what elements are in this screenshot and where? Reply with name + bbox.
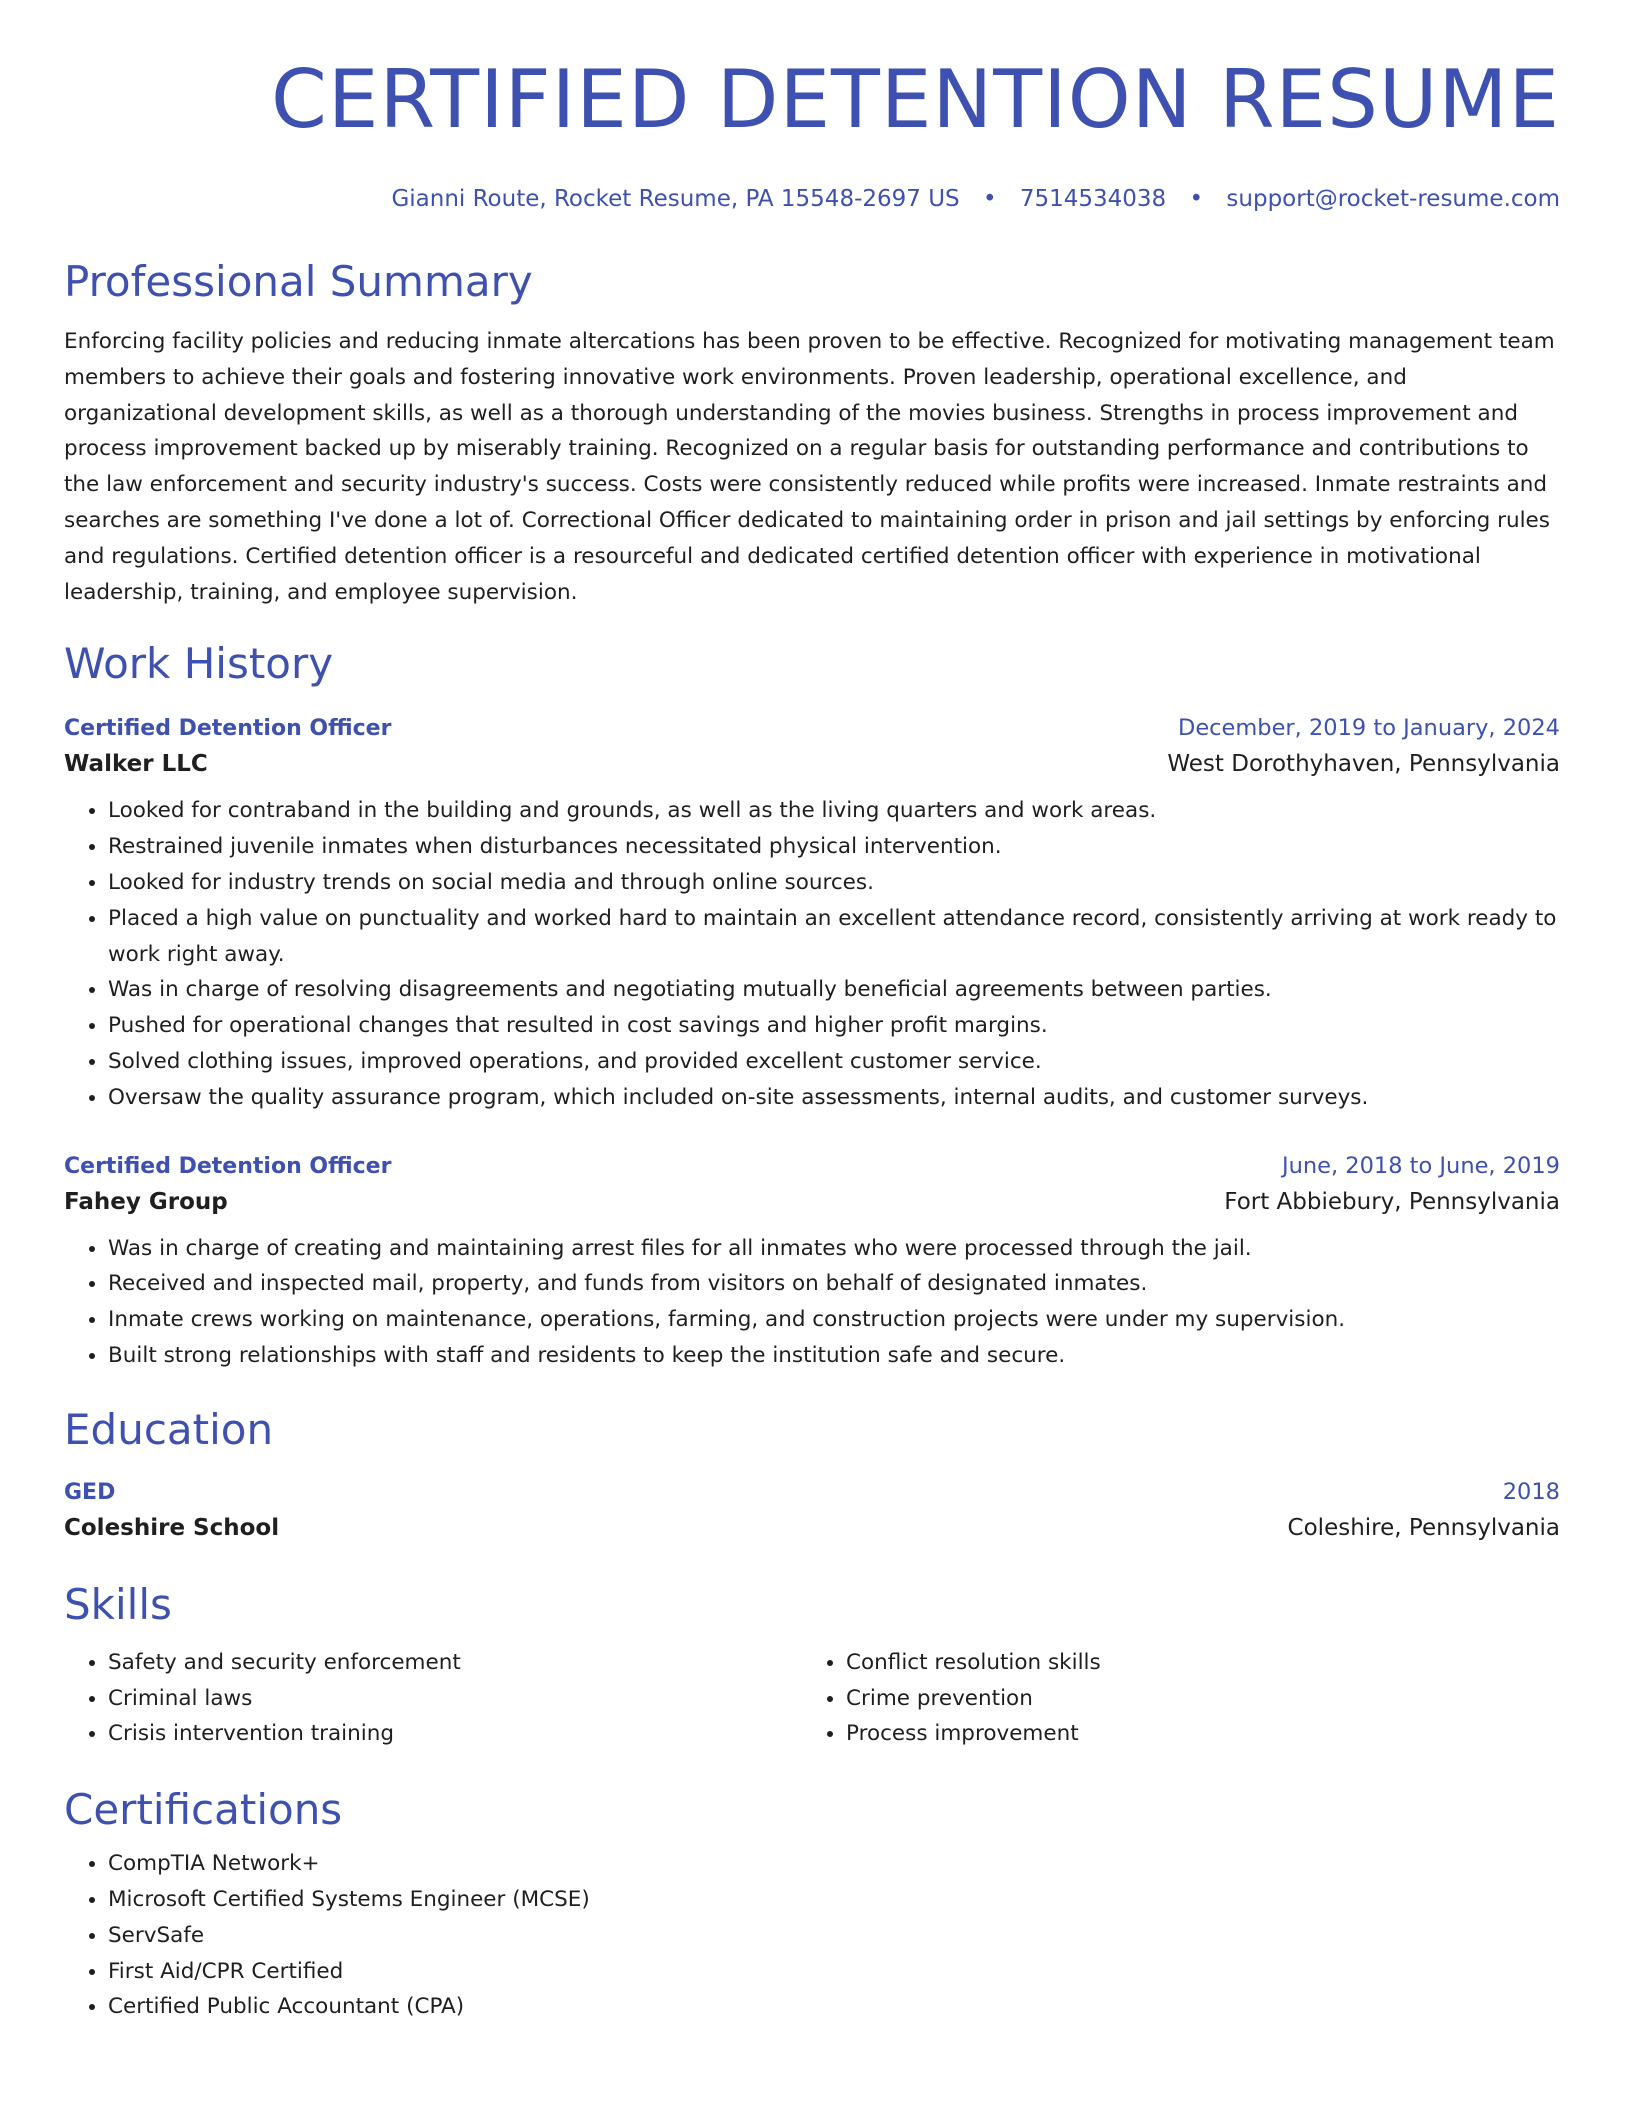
education-school-row [64,1509,1560,1547]
contact-phone: 7514534038 [1019,186,1167,212]
certification-item: • Certified Public Accountant (CPA) [108,1989,1560,2025]
section-title-skills: Skills [64,1579,172,1629]
section-title-certifications: Certifications [64,1785,343,1835]
job-title: Certified Detention Officer [64,1153,392,1179]
section-title-work-history: Work History [64,639,334,689]
skill-item: • Crisis intervention training [108,1716,802,1752]
skills-list-right [802,1645,1540,1752]
certifications-list [64,1846,1560,2025]
section-title-education: Education [64,1404,274,1454]
job-header-row [64,1150,1560,1183]
contact-separator: • [982,186,997,212]
job-bullet: • Inmate crews working on maintenance, operations, farming, and construction projects were under my supervision. [108,1302,1560,1338]
resume-header [64,0,1560,214]
job-dates: June, 2018 to June, 2019 [1281,1152,1560,1179]
job-bullet: • Was in charge of creating and maintaining arrest files for all inmates who were processed through the jail. [108,1231,1560,1267]
job-bullet: • Built strong relationships with staff and residents to keep the institution safe and secure. [108,1338,1560,1374]
summary-section [64,256,1560,610]
certification-item: • Microsoft Certified Systems Engineer (MCSE) [108,1882,1560,1918]
contact-line [64,184,1560,214]
education-degree: GED [64,1479,116,1505]
skill-item: • Process improvement [846,1716,1540,1752]
skills-list-left [64,1645,802,1752]
skill-item: • Criminal laws [108,1681,802,1717]
contact-email: support@rocket-resume.com [1226,186,1560,212]
job-bullets [64,1231,1560,1374]
job-dates: December, 2019 to January, 2024 [1178,715,1560,742]
education-entry [64,1476,1560,1547]
job-bullet: • Solved clothing issues, improved operations, and provided excellent customer service. [108,1044,1560,1080]
skills-columns [64,1645,1560,1752]
certification-item: • First Aid/CPR Certified [108,1954,1560,1990]
resume-title: CERTIFIED DETENTION RESUME [271,53,1560,146]
section-title-summary: Professional Summary [64,257,533,306]
job-location: Fort Abbiebury, Pennsylvania [1224,1188,1560,1215]
job-bullet: • Restrained juvenile inmates when disturbances necessitated physical intervention. [108,829,1560,865]
job-entry [64,1150,1560,1374]
job-bullets [64,793,1560,1115]
skill-item: • Conflict resolution skills [846,1645,1540,1681]
education-section [64,1404,1560,1547]
job-bullet: • Received and inspected mail, property, and funds from visitors on behalf of designated inmates. [108,1266,1560,1302]
summary-text: Enforcing facility policies and reducing inmate altercations has been proven to be effective. Recognized for motivating management team members to achieve their goals and fostering innovative work environments. Proven leadership, operational excellence, and organizational development skills, as well as a thorough understanding of the movies business. Strengths in process improvement and process improvement backed up by miserably training. Recognized on a regular basis for outstanding performance and contributions to the law enforcement and security industry's success. Costs were consistently reduced while profits were increased. Inmate restraints and searches are something I've done a lot of. Correctional Officer dedicated to maintaining order in prison and jail settings by enforcing rules and regulations. Certified detention officer is a resourceful and dedicated certified detention officer with experience in motivational leadership, training, and employee supervision. [64,329,1555,605]
job-location: West Dorothyhaven, Pennsylvania [1167,751,1560,778]
job-company-row [64,745,1560,783]
education-school: Coleshire School [64,1514,280,1541]
job-title: Certified Detention Officer [64,716,392,742]
job-bullet: • Looked for contraband in the building and grounds, as well as the living quarters and work areas. [108,793,1560,829]
skill-item: • Crime prevention [846,1681,1540,1717]
education-location: Coleshire, Pennsylvania [1287,1514,1560,1541]
job-company-row [64,1183,1560,1221]
job-company: Fahey Group [64,1188,228,1215]
contact-address: Gianni Route, Rocket Resume, PA 15548-2697 US [391,186,960,212]
education-year: 2018 [1502,1478,1560,1505]
job-bullet: • Placed a high value on punctuality and worked hard to maintain an excellent attendance record, consistently arriving at work ready to work right away. [108,901,1560,973]
certification-item: • ServSafe [108,1918,1560,1954]
certification-item: • CompTIA Network+ [108,1846,1560,1882]
job-header-row [64,712,1560,745]
education-header-row [64,1476,1560,1509]
job-bullet: • Looked for industry trends on social media and through online sources. [108,865,1560,901]
job-entry [64,712,1560,1115]
job-bullet: • Oversaw the quality assurance program, which included on-site assessments, internal audits, and customer surveys. [108,1080,1560,1116]
skills-section [64,1579,1560,1752]
job-company: Walker LLC [64,751,208,778]
skill-item: • Safety and security enforcement [108,1645,802,1681]
job-bullet: • Was in charge of resolving disagreements and negotiating mutually beneficial agreements between parties. [108,972,1560,1008]
resume-page [64,0,1560,2025]
certifications-section [64,1784,1560,2025]
work-history-section [64,638,1560,1373]
contact-separator: • [1189,186,1204,212]
job-bullet: • Pushed for operational changes that resulted in cost savings and higher profit margins. [108,1008,1560,1044]
